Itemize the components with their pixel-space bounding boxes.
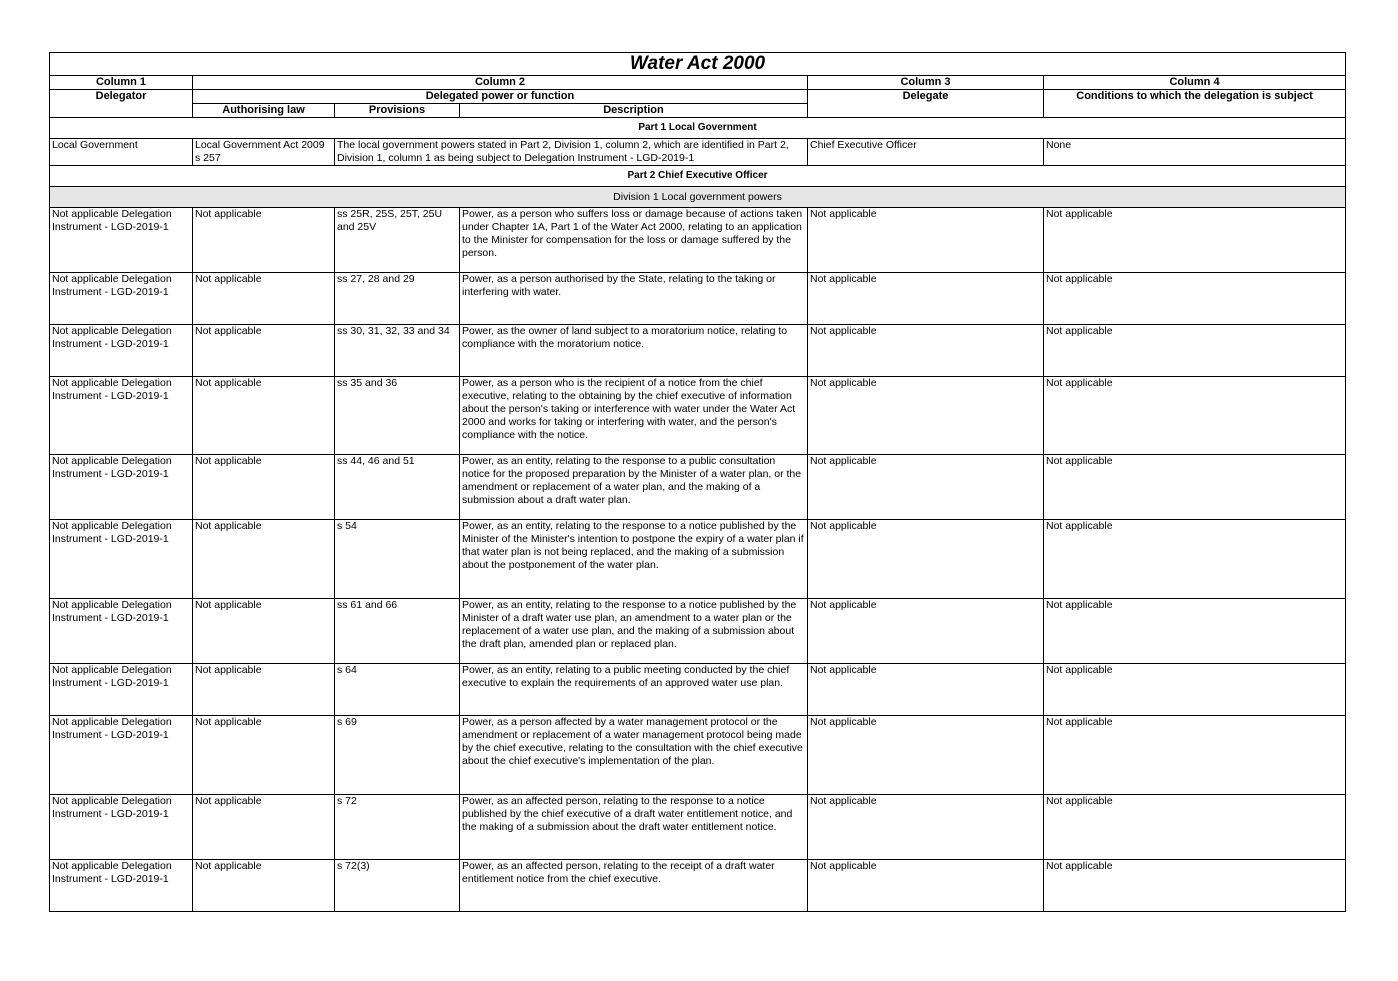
division-1-heading: Division 1 Local government powers (50, 187, 1346, 208)
conditions-cell: Not applicable (1044, 716, 1346, 795)
conditions-cell: Not applicable (1044, 325, 1346, 377)
authorising-law-header: Authorising law (193, 104, 335, 118)
authorising-law-cell: Not applicable (193, 664, 335, 716)
provisions-cell: s 64 (335, 664, 460, 716)
table-row (50, 455, 1346, 520)
authorising-law-cell: Not applicable (193, 716, 335, 795)
description-cell: Power, as an affected person, relating to the receipt of a draft water entitlement notice from the chief executive. (460, 860, 808, 912)
part-1-heading: Part 1 Local Government (50, 118, 1346, 139)
delegate-cell: Not applicable (808, 273, 1044, 325)
conditions-cell: Not applicable (1044, 599, 1346, 664)
authorising-law-cell: Not applicable (193, 273, 335, 325)
delegate-cell: Not applicable (808, 860, 1044, 912)
table-row (50, 664, 1346, 716)
conditions-cell: Not applicable (1044, 860, 1346, 912)
provisions-cell: ss 35 and 36 (335, 377, 460, 455)
column-4-header: Column 4 (1044, 76, 1346, 90)
provisions-cell: ss 61 and 66 (335, 599, 460, 664)
conditions-cell: Not applicable (1044, 377, 1346, 455)
delegate-cell: Not applicable (808, 599, 1044, 664)
table-row (50, 599, 1346, 664)
table-row (50, 716, 1346, 795)
conditions-cell: Not applicable (1044, 455, 1346, 520)
column-2-header: Column 2 (193, 76, 808, 90)
conditions-cell: Not applicable (1044, 520, 1346, 599)
description-cell: Power, as an entity, relating to a public meeting conducted by the chief executive to explain the requirements of an approved water use plan. (460, 664, 808, 716)
description-cell: Power, as an entity, relating to the response to a notice published by the Minister of a draft water use plan, an amendment to a water plan or the replacement of a water use plan, and the making of a submission about the draft plan, amended plan or replaced plan. (460, 599, 808, 664)
description-cell: Power, as a person affected by a water management protocol or the amendment or replacement of a water management protocol being made by the chief executive, relating to the consultation with the chief executive about the chief executive's implementation of the plan. (460, 716, 808, 795)
authorising-law-cell: Not applicable (193, 795, 335, 860)
delegator-cell: Not applicable Delegation Instrument - LGD-2019-1 (50, 208, 193, 273)
delegator-cell: Not applicable Delegation Instrument - LGD-2019-1 (50, 377, 193, 455)
table-row (50, 208, 1346, 273)
delegate-cell: Not applicable (808, 520, 1044, 599)
authorising-law-cell: Not applicable (193, 325, 335, 377)
authorising-law-cell: Not applicable (193, 377, 335, 455)
delegate-cell: Not applicable (808, 664, 1044, 716)
conditions-cell: Not applicable (1044, 795, 1346, 860)
authorising-law-cell: Local Government Act 2009 s 257 (193, 139, 335, 166)
provisions-cell: ss 25R, 25S, 25T, 25U and 25V (335, 208, 460, 273)
delegation-table (49, 52, 1346, 912)
authorising-law-cell: Not applicable (193, 599, 335, 664)
authorising-law-cell: Not applicable (193, 860, 335, 912)
table-row (50, 520, 1346, 599)
delegator-cell: Not applicable Delegation Instrument - LGD-2019-1 (50, 455, 193, 520)
provisions-cell: s 54 (335, 520, 460, 599)
conditions-cell: Not applicable (1044, 273, 1346, 325)
provisions-cell: ss 44, 46 and 51 (335, 455, 460, 520)
table-row (50, 795, 1346, 860)
table-row (50, 273, 1346, 325)
delegator-cell: Not applicable Delegation Instrument - LGD-2019-1 (50, 520, 193, 599)
provisions-cell: ss 30, 31, 32, 33 and 34 (335, 325, 460, 377)
conditions-cell: Not applicable (1044, 208, 1346, 273)
description-header: Description (460, 104, 808, 118)
authorising-law-cell: Not applicable (193, 208, 335, 273)
description-cell: Power, as an entity, relating to the response to a public consultation notice for the proposed preparation by the Minister of a water plan, or the amendment or replacement of a water plan, and the making of a submission about a draft water plan. (460, 455, 808, 520)
column-3-header: Column 3 (808, 76, 1044, 90)
delegator-cell: Not applicable Delegation Instrument - LGD-2019-1 (50, 664, 193, 716)
description-cell: Power, as the owner of land subject to a moratorium notice, relating to compliance with the moratorium notice. (460, 325, 808, 377)
authorising-law-cell: Not applicable (193, 520, 335, 599)
provisions-cell: s 69 (335, 716, 460, 795)
provisions-cell: s 72(3) (335, 860, 460, 912)
delegate-cell: Not applicable (808, 325, 1044, 377)
provisions-cell: ss 27, 28 and 29 (335, 273, 460, 325)
delegate-cell: Not applicable (808, 716, 1044, 795)
delegator-cell: Not applicable Delegation Instrument - LGD-2019-1 (50, 325, 193, 377)
delegator-cell: Local Government (50, 139, 193, 166)
column-1-header: Column 1 (50, 76, 193, 90)
delegator-cell: Not applicable Delegation Instrument - LGD-2019-1 (50, 860, 193, 912)
delegate-header: Delegate (808, 90, 1044, 118)
conditions-cell: None (1044, 139, 1346, 166)
description-cell: Power, as a person who suffers loss or damage because of actions taken under Chapter 1A, Part 1 of the Water Act 2000, relating to an application to the Minister for compensation for the loss or damage suffered by the person. (460, 208, 808, 273)
provisions-header: Provisions (335, 104, 460, 118)
delegator-cell: Not applicable Delegation Instrument - LGD-2019-1 (50, 716, 193, 795)
delegate-cell: Not applicable (808, 208, 1044, 273)
description-cell: The local government powers stated in Part 2, Division 1, column 2, which are identified in Part 2, Division 1, column 1 as being subject to Delegation Instrument - LGD-2019-1 (335, 139, 808, 166)
delegated-power-header: Delegated power or function (193, 90, 808, 104)
delegator-cell: Not applicable Delegation Instrument - LGD-2019-1 (50, 273, 193, 325)
description-cell: Power, as a person who is the recipient of a notice from the chief executive, relating to the obtaining by the chief executive of information about the person's taking or interference with water under the Water Act 2000 and works for taking or interfering with water, and the person's compliance with the notice. (460, 377, 808, 455)
delegate-cell: Not applicable (808, 455, 1044, 520)
table-row (50, 325, 1346, 377)
description-cell: Power, as an entity, relating to the response to a notice published by the Minister of the Minister's intention to postpone the expiry of a water plan if that water plan is not being replaced, and the making of a submission about the postponement of the water plan. (460, 520, 808, 599)
delegator-header: Delegator (50, 90, 193, 118)
delegate-cell: Not applicable (808, 377, 1044, 455)
delegate-cell: Not applicable (808, 795, 1044, 860)
delegate-cell: Chief Executive Officer (808, 139, 1044, 166)
document-title: Water Act 2000 (50, 53, 1346, 76)
description-cell: Power, as an affected person, relating to the response to a notice published by the chief executive of a draft water entitlement notice, and the making of a submission about the draft water entitlement notice. (460, 795, 808, 860)
table-row (50, 860, 1346, 912)
delegator-cell: Not applicable Delegation Instrument - LGD-2019-1 (50, 599, 193, 664)
part-2-heading: Part 2 Chief Executive Officer (50, 166, 1346, 187)
table-row (50, 377, 1346, 455)
provisions-cell: s 72 (335, 795, 460, 860)
conditions-cell: Not applicable (1044, 664, 1346, 716)
table-row (50, 139, 1346, 166)
conditions-header: Conditions to which the delegation is subject (1044, 90, 1346, 118)
authorising-law-cell: Not applicable (193, 455, 335, 520)
description-cell: Power, as a person authorised by the State, relating to the taking or interfering with water. (460, 273, 808, 325)
delegator-cell: Not applicable Delegation Instrument - LGD-2019-1 (50, 795, 193, 860)
